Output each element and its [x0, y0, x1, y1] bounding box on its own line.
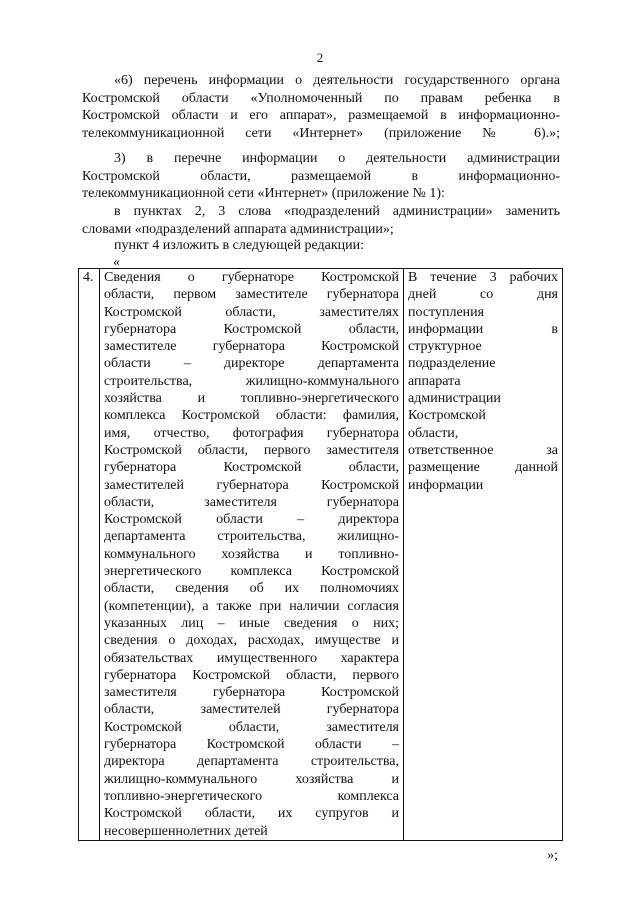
cell-line: губернатора Костромской области, первого	[104, 667, 399, 683]
paragraph-edit-point-4	[82, 237, 560, 255]
cell-line: ответственное за	[408, 442, 558, 458]
cell-line: размещение данной	[408, 460, 558, 476]
cell-line: заместителей губернатора Костромской	[104, 477, 399, 493]
cell-line: заместителе губернатора Костромской	[104, 339, 399, 355]
paragraph-replace	[82, 203, 560, 238]
cell-line: несовершеннолетних детей	[104, 823, 268, 839]
cell-line: Костромской области – директора	[104, 512, 399, 528]
cell-line: сведения о доходах, расходах, имуществе и	[104, 633, 399, 649]
cell-line: губернатора Костромской области,	[104, 321, 399, 337]
cell-line: В течение 3 рабочих	[408, 270, 558, 285]
cell-line: энергетического комплекса Костромской	[104, 564, 399, 580]
paragraph-item-3	[82, 150, 560, 203]
cell-line: области,	[408, 425, 459, 441]
cell-line: жилищно-коммунального хозяйства и	[104, 771, 399, 787]
row-number: 4.	[79, 269, 100, 841]
cell-line: губернатора Костромской области,	[104, 460, 399, 476]
text-line: Костромской области и его аппарат», размещаемой в информационно-	[82, 108, 560, 123]
cell-line: области – директоре департамента	[104, 356, 399, 372]
text-line: телекоммуникационной сети «Интернет» (приложение № 6).»;	[82, 125, 560, 141]
info-table	[78, 268, 563, 841]
cell-line: Сведения о губернаторе Костромской	[104, 270, 399, 285]
cell-line: области, первом заместителе губернатора	[104, 287, 399, 303]
cell-line: информации	[408, 477, 484, 493]
cell-line: структурное	[408, 339, 482, 355]
deadline-cell	[404, 269, 563, 841]
cell-line: губернатора Костромской области –	[104, 737, 399, 753]
cell-line: поступления	[408, 304, 485, 320]
cell-line: области, сведения об их полномочиях	[104, 581, 399, 597]
cell-line: Костромской области, первого заместителя	[104, 442, 399, 458]
text-line: Костромской области «Уполномоченный по правам ребенка в	[82, 90, 560, 106]
page-number: 2	[316, 50, 324, 65]
cell-line: Костромской области, заместителях	[104, 304, 399, 320]
cell-line: имя, отчество, фотография губернатора	[104, 425, 399, 441]
cell-line: директора департамента строительства,	[104, 754, 399, 770]
cell-line: департамента строительства, жилищно-	[104, 529, 399, 545]
cell-line: коммунального хозяйства и топливно-	[104, 546, 399, 562]
text-line: Костромской области, размещаемой в информационно-	[82, 168, 560, 184]
cell-line: обязательствах имущественного характера	[104, 650, 399, 666]
cell-line: области, заместителей губернатора	[104, 702, 399, 718]
table-row	[79, 269, 563, 841]
text-line: словами «подразделений аппарата администрации»;	[82, 221, 394, 237]
text-line: телекоммуникационной сети «Интернет» (приложение № 1):	[82, 186, 445, 201]
cell-line: информации в	[408, 321, 558, 337]
text-line: пункт 4 изложить в следующей редакции:	[114, 238, 364, 253]
cell-line: комплекса Костромской области: фамилия,	[104, 408, 399, 424]
cell-line: строительства, жилищно-коммунального	[104, 373, 399, 389]
cell-line: топливно-энергетического комплекса	[104, 788, 399, 804]
cell-line: Костромской области, заместителя	[104, 719, 399, 735]
cell-line: Костромской области, их супругов и	[104, 806, 399, 822]
cell-line: Костромской	[408, 408, 486, 424]
cell-line: области, заместителя губернатора	[104, 494, 399, 510]
cell-line: указанных лиц – иные сведения о них;	[104, 615, 399, 631]
text-line: 3) в перечне информации о деятельности администрации	[114, 151, 560, 166]
opening-quote: «	[113, 255, 120, 270]
cell-line: (компетенции), а также при наличии согласия	[104, 598, 399, 614]
text-line: в пунктах 2, 3 слова «подразделений администрации» заменить	[114, 204, 560, 219]
text-line: «6) перечень информации о деятельности государственного органа	[114, 73, 560, 88]
cell-line: подразделение	[408, 356, 496, 372]
closing-quote: »;	[547, 848, 558, 863]
cell-line: хозяйства и топливно-энергетического	[104, 391, 399, 407]
cell-line: дней со дня	[408, 287, 558, 303]
paragraph-item-6	[82, 72, 560, 142]
cell-line: заместителя губернатора Костромской	[104, 685, 399, 701]
cell-line: администрации	[408, 391, 501, 407]
cell-line: аппарата	[408, 373, 461, 389]
info-description-cell	[100, 269, 404, 841]
